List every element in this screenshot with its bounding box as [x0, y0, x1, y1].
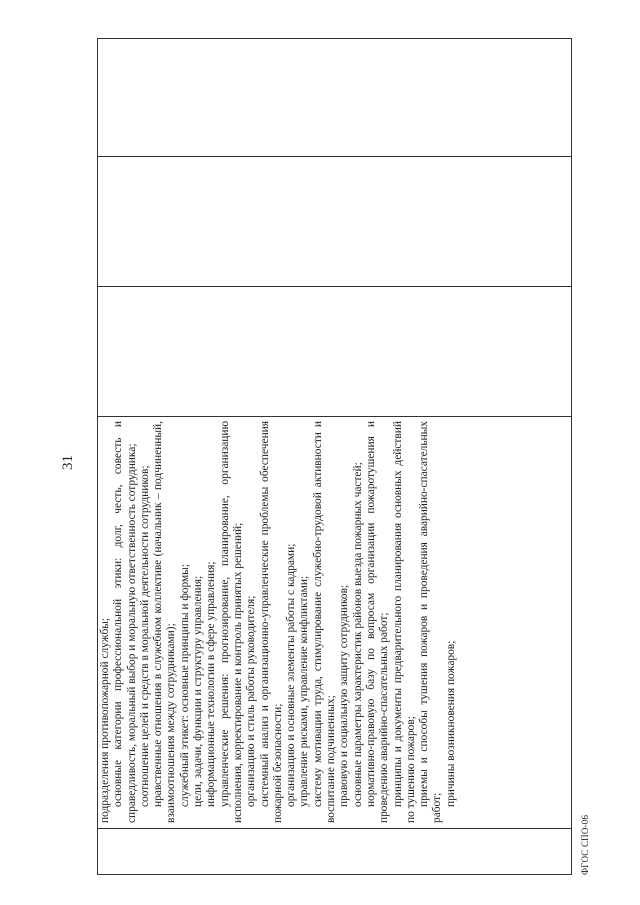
knowledge-item: нравственные отношения в служебном коллективе (начальник – подчиненный, взаимоотношения между сотрудниками);: [152, 421, 178, 823]
knowledge-item: приемы и способы тушения пожаров и проведения аварийно-спасательных работ;: [418, 421, 444, 823]
knowledge-item: цели, задачи, функции и структуру управления;: [192, 575, 205, 807]
knowledge-item: управленческие решения: прогнозирование, планирование, организацию исполнения, корректирование и контроль принятых решений;: [218, 421, 244, 823]
knowledge-item: системный анализ и организационно-управленческие проблемы обеспечения пожарной безопасности;: [258, 421, 284, 823]
table-column-content: [98, 416, 571, 828]
knowledge-item: систему мотивации труда, стимулирование служебно-трудовой активности и воспитание подчиненных;: [311, 421, 338, 823]
table-column-index: [98, 828, 571, 874]
page-number: 31: [60, 455, 76, 470]
knowledge-item: информационные технологии в сфере управления;: [205, 561, 218, 807]
knowledge-item: подразделения противопожарной службы;: [99, 617, 111, 823]
knowledge-item: основные параметры характеристик районов выезда пожарных частей;: [351, 462, 364, 807]
table-column-hours: [98, 286, 571, 416]
knowledge-item: принципы и документы предварительного планирования основных действий по тушению пожаров;: [391, 421, 417, 823]
knowledge-item: управление рисками, управление конфликтами;: [298, 575, 311, 807]
table-column-study-hours: [98, 156, 571, 286]
footer-code: ФГОС СПО-06: [580, 814, 590, 875]
table-column-codes: [98, 37, 571, 156]
knowledge-item: служебный этикет: основные принципы и формы;: [178, 563, 191, 807]
knowledge-item: правовую и социальную защиту сотрудников;: [338, 584, 351, 807]
knowledge-item: соотношение целей и средств в моральной деятельности сотрудников;: [138, 465, 151, 807]
knowledge-item: причины возникновения пожаров;: [444, 640, 457, 807]
competency-table: [97, 38, 572, 875]
knowledge-item: организацию и стиль работы руководителя;: [245, 595, 258, 807]
knowledge-list: [99, 421, 458, 823]
knowledge-item: организацию и основные элементы работы с кадрами;: [285, 543, 298, 807]
knowledge-item: нормативно-правовую базу по вопросам организации пожаротушения и проведению аварийно-спасательных работ;: [364, 421, 391, 823]
knowledge-item: основные категории профессиональной этики: долг, честь, совесть и справедливость, моральный выбор и моральную ответственность сотрудника;: [112, 421, 138, 823]
